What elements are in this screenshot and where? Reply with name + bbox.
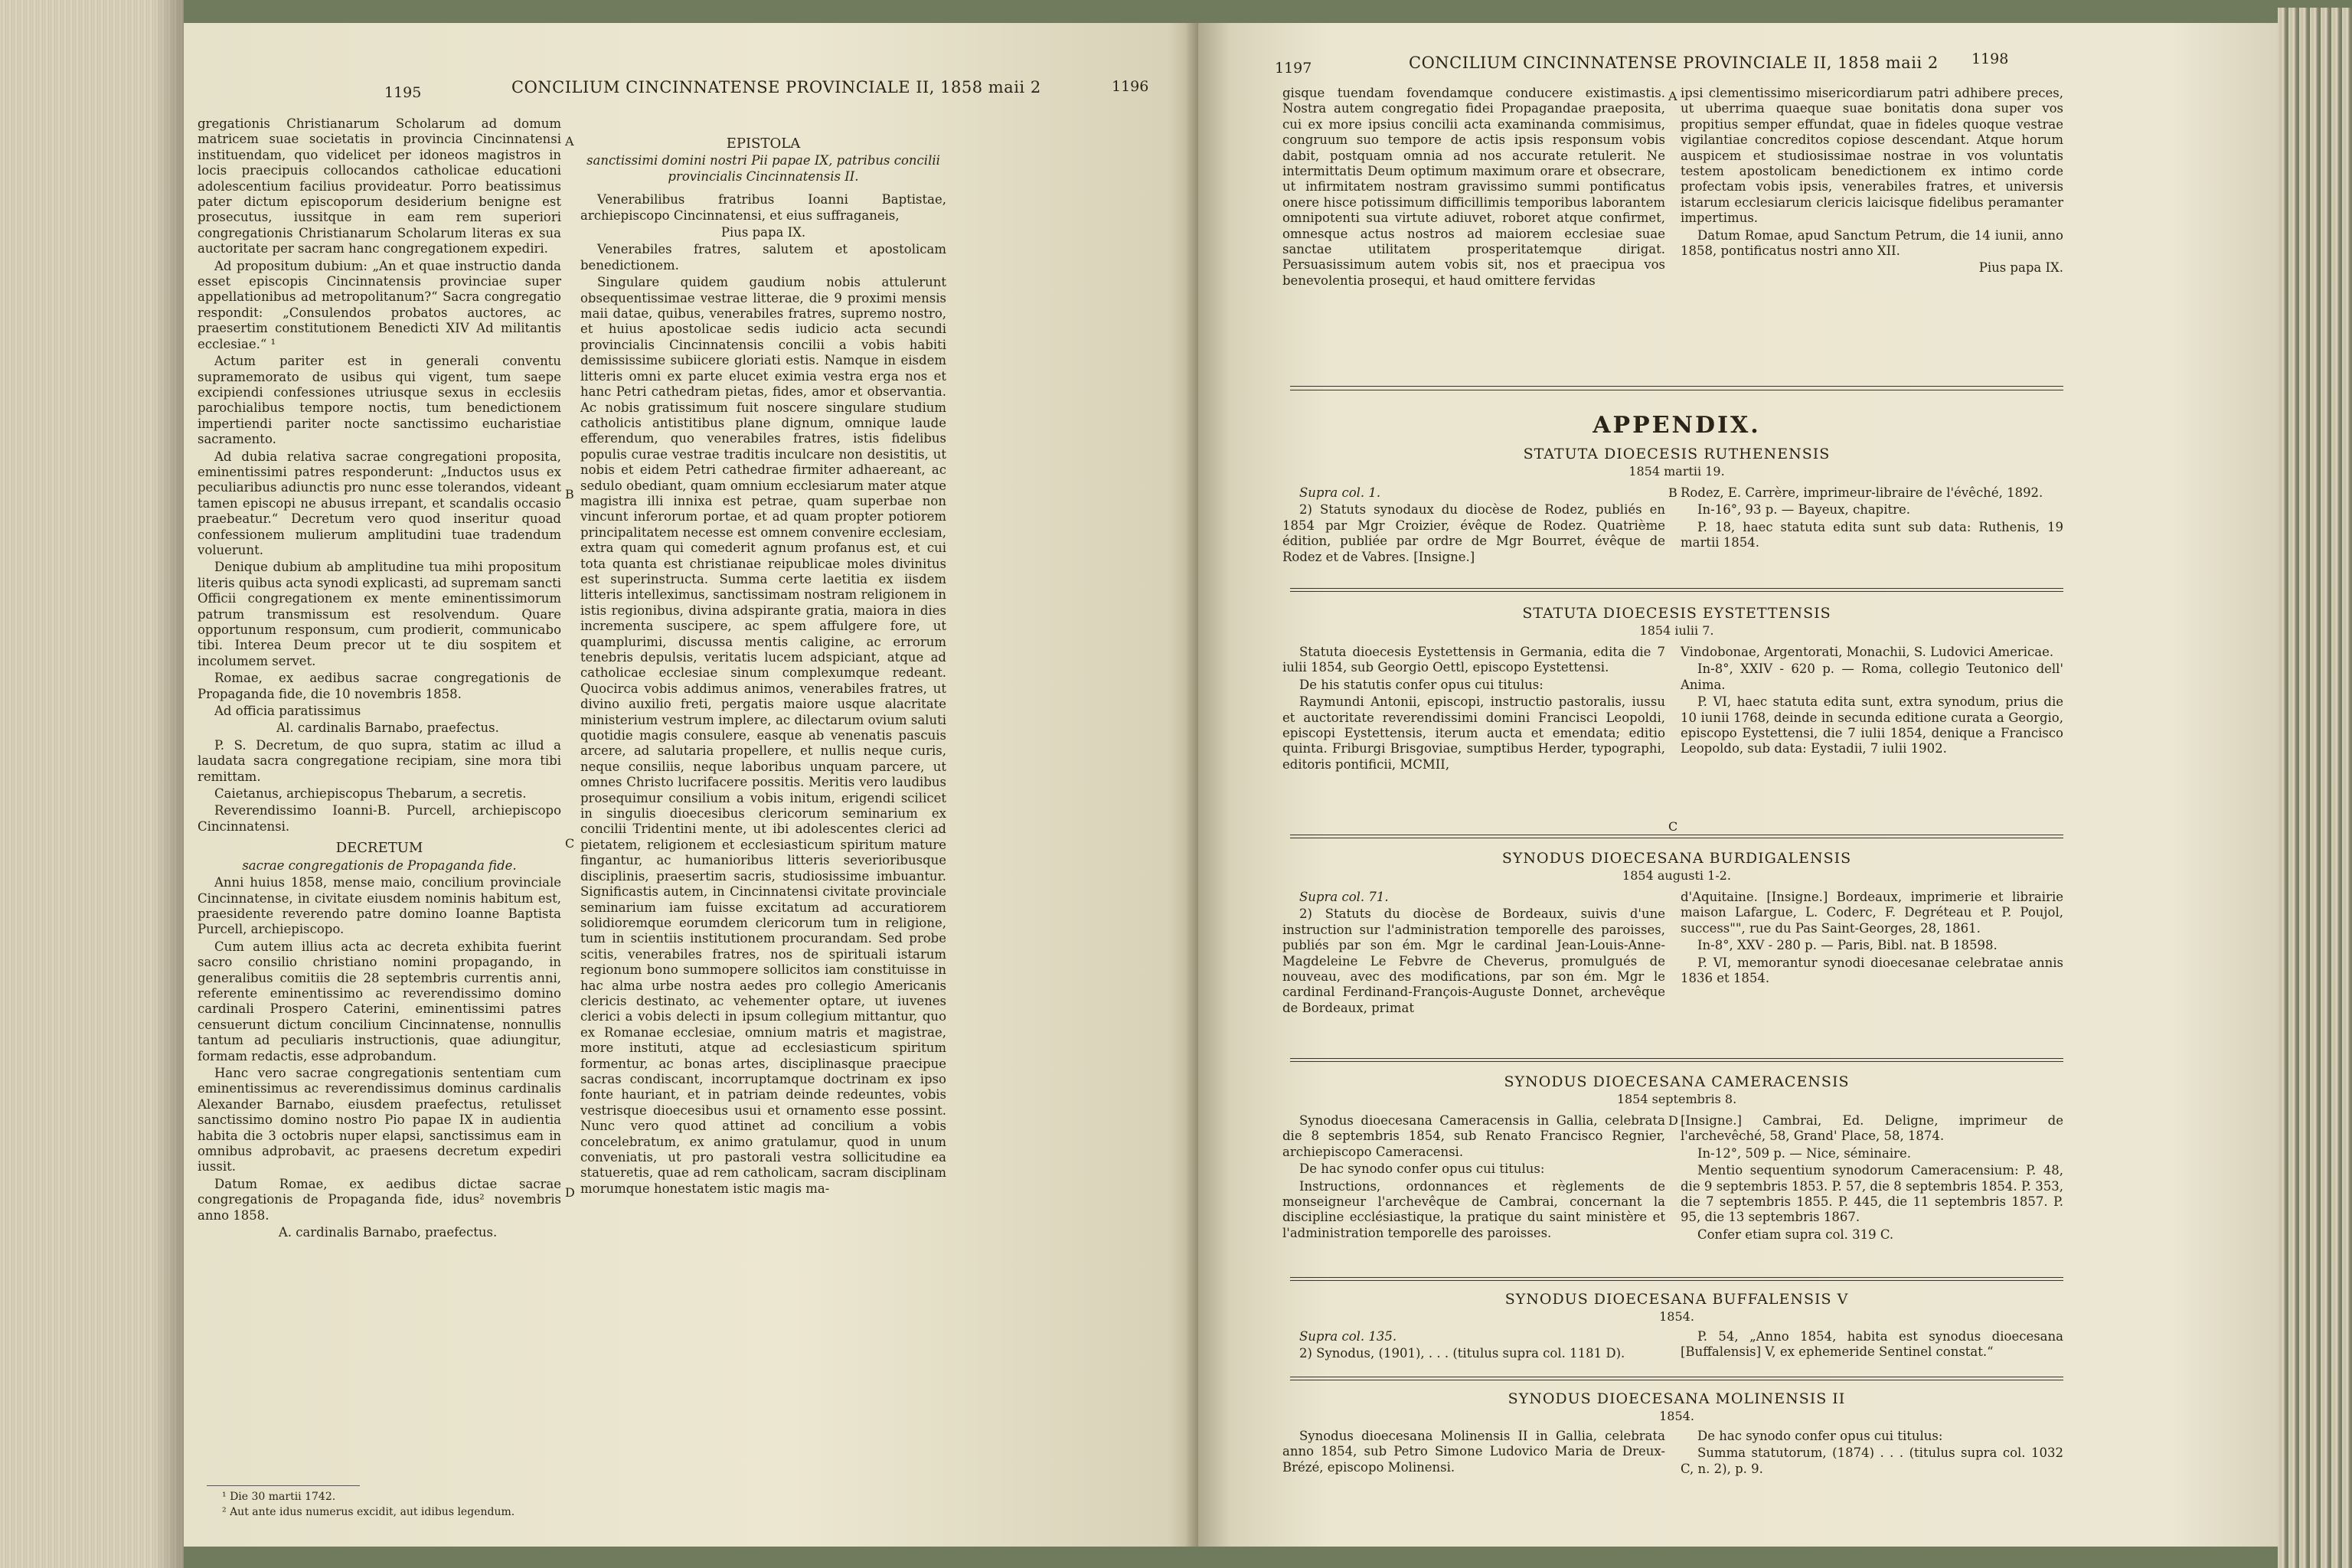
book-page-edges-left xyxy=(0,0,184,1568)
section-date: 1854 iulii 7. xyxy=(1639,623,1714,638)
section-right-column xyxy=(1681,485,2063,553)
section-title: SYNODUS DIOECESANA MOLINENSIS II xyxy=(1508,1390,1846,1407)
section-left-column xyxy=(1282,890,1665,1018)
paragraph: Rodez, E. Carrère, imprimeur-libraire de l'évêché, 1892. xyxy=(1681,485,2043,500)
paragraph: Mentio sequentium synodorum Cameracensium: P. 48, die 9 septembris 1853. P. 57, die 8 septembris 1854. P. 353, die 7 septembris 1855. P. 445, die 11 septembris 1857. P. 95, die 13 septembris 1867. xyxy=(1681,1163,2063,1225)
paragraph: P. VI, memorantur synodi dioecesanae celebratae annis 1836 et 1854. xyxy=(1681,955,2063,986)
section-rule xyxy=(1290,1061,2063,1062)
paragraph: In-16°, 93 p. — Bayeux, chapitre. xyxy=(1697,502,1911,518)
paragraph: Actum pariter est in generali conventu supramemorato de usibus qui vigent, tum saepe excipiendi confessiones utriusque sexus in ecclesiis parochialibus tempore noctis, tum benedictionem impertiendi pariter nocte sanctissimo eucharistiae sacramento. xyxy=(198,354,561,447)
footnote-1: ¹ Die 30 martii 1742. xyxy=(222,1491,336,1503)
margin-marker-c: C xyxy=(565,836,575,851)
section-left-column xyxy=(1282,1329,1665,1364)
paragraph: De hac synodo confer opus cui titulus: xyxy=(1697,1429,1943,1443)
page-number-1197: 1197 xyxy=(1275,60,1312,77)
paragraph: P. VI, haec statuta edita sunt, extra synodum, prius die 10 iunii 1768, deinde in secunda editione curata a Georgio, episcopo Eystettensi, die 7 iulii 1854, denique a Francisco Leopoldo, sub data: Eystadii, 7 iulii 1902. xyxy=(1681,694,2063,756)
appendix-heading: APPENDIX. xyxy=(1592,412,1761,439)
section-right-column xyxy=(1681,645,2063,759)
paragraph: Reverendissimo Ioanni-B. Purcell, archiepiscopo Cincinnatensi. xyxy=(198,803,561,834)
section-rule xyxy=(1290,1058,2063,1059)
paragraph: Anni huius 1858, mense maio, concilium provinciale Cincinnatense, in civitate eiusdem nominis habitum est, praesidente reverendo patre domino Ioanne Baptista Purcell, archiepiscopo. xyxy=(198,875,561,937)
section-title: STATUTA DIOECESIS EYSTETTENSIS xyxy=(1522,605,1831,622)
paragraph: Raymundi Antonii, episcopi, instructio pastoralis, iussu et auctoritate reverendissimi domini Francisci Leopoldi, episcopi Eystettensis, iterum aucta et emendata; editio quinta. Friburgi Brisgoviae, sumptibus Herder, typographi, editoris pontificii, MCMII, xyxy=(1282,694,1665,772)
page-number-1198: 1198 xyxy=(1971,51,2009,67)
paragraph: [Insigne.] Cambrai, Ed. Deligne, imprimeur de l'archevêché, 58, Grand' Place, 58, 1874. xyxy=(1681,1113,2063,1144)
paragraph: Romae, ex aedibus sacrae congregationis de Propaganda fide, die 10 novembris 1858. xyxy=(198,671,561,701)
paragraph: Synodus dioecesana Cameracensis in Gallia, celebrata die 8 septembris 1854, sub Renato Francisco Regnier, archiepiscopo Cameracensi. xyxy=(1282,1113,1665,1159)
decretum-heading: DECRETUM xyxy=(335,840,423,857)
paragraph: Supra col. 71. xyxy=(1299,890,1389,904)
section-left-column xyxy=(1282,1429,1665,1477)
section-right-column xyxy=(1681,1329,2063,1362)
book-page-edges-right xyxy=(2278,8,2352,1568)
section-date: 1854 martii 19. xyxy=(1628,464,1725,479)
paragraph: Instructions, ordonnances et règlements de monseigneur l'archevêque de Cambrai, concernant la discipline ecclésiastique, la pratique du saint ministère et l'administration temporelle des paroisses. xyxy=(1282,1178,1665,1240)
margin-marker-d: D xyxy=(1668,1113,1678,1128)
paragraph: 2) Statuts du diocèse de Bordeaux, suivis d'une instruction sur l'administration temporelle des paroisses, publiés par son ém. Mgr le cardinal Jean-Louis-Anne-Magdeleine Le Febvre de Cheverus, promulgués de nouveau, avec des modifications, par son ém. Mgr le cardinal Ferdinand-François-Auguste Donnet, archevêque de Bordeaux, primat xyxy=(1282,906,1665,1015)
paragraph: P. 18, haec statuta edita sunt sub data: Ruthenis, 19 martii 1854. xyxy=(1681,519,2063,550)
footnote-rule xyxy=(207,1485,360,1486)
paragraph: ipsi clementissimo misericordiarum patri adhibere preces, ut uberrima quaeque suae bonitatis dona super vos propitius semper effundat, quae in fideles quoque vestrae vigilantiae concreditos copiose descendant. Atque horum auspicem et studiosissimae nostrae in vos voluntatis testem apostolicam benedictionem ex intimo corde profectam vobis ipsis, venerabiles fratres, et universis istarum ecclesiarum clericis laicisque fidelibus peramanter impertimus. xyxy=(1681,86,2063,226)
section-left-column xyxy=(1282,485,1665,567)
margin-marker-a: A xyxy=(1668,89,1677,103)
section-rule xyxy=(1290,591,2063,592)
page-number-1196: 1196 xyxy=(1112,78,1149,95)
paragraph: Vindobonae, Argentorati, Monachii, S. Ludovici Americae. xyxy=(1681,645,2054,659)
paragraph: Singulare quidem gaudium nobis attulerunt obsequentissimae vestrae litterae, die 9 proximi mensis maii datae, quibus, venerabiles fratres, supremo nostro, et huius apostolicae sedis iudicio acta secundi provincialis Cincinnatensis concilii a vobis habiti demississime subiicere gloriati estis. Namque in eisdem litteris omni ex parte elucet eximia vestra erga nos et hanc Petri cathedram pietas, fides, amor et observantia. Ac nobis gratissimum fuit noscere singulare studium catholicis antistitibus plane dignum, omnique laude efferendum, quo venerabiles fratres, istis fidelibus populis curae vestrae traditis inculcare non desistitis, ut nobis et eidem Petri cathedrae firmiter adhaereant, ac sedulo obediant, quam omnium ecclesiarum mater atque magistra illi innixa est petrae, quam superbae non vincunt inferorum portae, et ad quam propter potiorem principalitatem necesse est omnem convenire ecclesiam, extra quam qui comederit agnum profanus est, et cui tota quanta est christianae reipublicae moles divinitus est superinstructa. Summa certe laetitia ex iisdem litteris intelleximus, sanctissimam nostram religionem in istis regionibus, divina adspirante gratia, maiora in dies incrementa suscipere, ac spem affulgere fore, ut quamplurimi, discussa mentis caligine, ac errorum tenebris depulsis, veritatis lucem adspiciant, atque ad catholicae ecclesiae sinum complexumque redeant. Quocirca vobis addimus animos, venerabiles fratres, ut divino auxilio freti, pergatis maiore usque alacritate ministerium vestrum implere, ac dilectarum ovium saluti quotidie magis consulere, easque ab venenatis pascuis arcere, ad salutaria propellere, et nullis neque curis, neque consiliis, neque laboribus unquam parcere, ut omnes Christo lucrifacere possitis. Meritis vero laudibus prosequimur consilium a vobis initum, erigendi scilicet in singulis dioecesibus clericorum seminarium ex concilii Tridentini mente, ut ibi adolescentes clerici ad pietatem, religionem et ecclesiasticum spiritum mature fingantur, ac humanioribus litteris severioribusque disciplinis, praesertim sacris, studiosissime imbuantur. Significastis autem, in Cincinnatensi civitate provinciale seminarium iam fuisse excitatum ad accuratiorem solidioremque eorumdem clericorum tum in religione, tum in scientiis institutionem procurandam. Sed probe scitis, venerabiles fratres, nos de spirituali istarum regionum bono summopere sollicitos iam constituisse in hac alma urbe nostra aedes pro collegio Americanis clericis destinato, ac vehementer optare, ut iuvenes clerici a vobis delecti in ipsum collegium mittantur, quo ex Romanae ecclesiae, omnium matris et magistrae, more instituti, atque ad ecclesiasticum spiritum formentur, ac bonas artes, disciplinasque praecipue sacras condiscant, incorruptamque doctrinam ex ipso fonte hauriant, et in patriam deinde redeuntes, vobis vestrisque dioecesibus usui et ornamento esse possint. Nunc vero quod attinet ad concilium a vobis concelebratum, ex animo gratulamur, quod in unum conveniatis, ut pro pastorali vestra sollicitudine ea statueretis, quae ad rem catholicam, sacram disciplinam morumque honestatem istic magis ma- xyxy=(580,275,946,1196)
margin-marker-b: B xyxy=(565,487,574,501)
section-date: 1854. xyxy=(1659,1309,1694,1324)
paragraph: Summa statutorum, (1874) . . . (titulus supra col. 1032 C, n. 2), p. 9. xyxy=(1681,1446,2063,1476)
paragraph: Ad dubia relativa sacrae congregationi proposita, eminentissimi patres responderunt: „Inductos usus ex peculiaribus adiunctis pro nunc esse tolerandos, videant tamen episcopi ne abusus irrepant, et scandalis occasio praebeatur.“ Decretum vero quod inseritur quoad confessionem mulierum amplitudini tuae tradendum voluerunt. xyxy=(198,449,561,557)
left-page-column-2 xyxy=(580,136,946,1198)
paragraph: Cum autem illius acta ac decreta exhibita fuerint sacro consilio christiano nomini propagando, in generalibus comitiis die 28 septembris currentis anni, referente eminentissimo ac reverendissimo domino cardinali Prospero Caterini, eminentissimi patres censuerunt dictum concilium Cincinnatense, nonnullis tantum ad peculiaris instructionis, quae adiungitur, formam redactis, esse adprobandum. xyxy=(198,939,561,1063)
section-right-column xyxy=(1681,890,2063,988)
left-page-column-1 xyxy=(198,116,561,1242)
section-rule xyxy=(1290,1280,2063,1281)
paragraph: Datum Romae, apud Sanctum Petrum, die 14 iunii, anno 1858, pontificatus nostri anno XII. xyxy=(1681,227,2063,259)
paragraph: P. S. Decretum, de quo supra, statim ac illud a laudata sacra congregatione recipiam, sine mora tibi remittam. xyxy=(198,737,561,784)
epistola-subheading: sanctissimi domini nostri Pii papae IX, patribus concilii provincialis Cincinnatensis II. xyxy=(586,153,940,184)
paragraph: gisque tuendam fovendamque conducere existimastis. Nostra autem congregatio fidei Propagandae praeposita, cui ex more ipsius concilii acta examinanda commisimus, congruum suo tempore de actis ipsis responsum vobis dabit, postquam omnia ad nos accurate retulerit. Ne intermittatis Deum optimum maximum orare et obsecrare, ut infirmitatem nostram gravissimo summi pontificatus onere hisce potissimum difficillimis temporibus laborantem omnipotenti sua virtute adiuvet, roboret atque confirmet, omnesque actus nostros ad maiorem ecclesiae suae sanctae utilitatem prosperitatemque dirigat. Persuasissimum autem vobis sit, nos et praecipua vos benevolentia prosequi, et haud omittere fervidas xyxy=(1282,86,1665,288)
section-date: 1854 augusti 1-2. xyxy=(1622,868,1731,883)
running-head-right: CONCILIUM CINCINNATENSE PROVINCIALE II, 1858 maii 2 xyxy=(1409,54,1939,72)
paragraph: Statuta dioecesis Eystettensis in Germania, edita die 7 iulii 1854, sub Georgio Oettl, episcopo Eystettensi. xyxy=(1282,645,1665,675)
footnote-2: ² Aut ante idus numerus excidit, aut idibus legendum. xyxy=(222,1506,515,1518)
paragraph: Venerabilibus fratribus Ioanni Baptistae, archiepiscopo Cincinnatensi, et eius suffraganeis, xyxy=(580,192,946,223)
paragraph: 2) Synodus, (1901), . . . (titulus supra col. 1181 D). xyxy=(1299,1346,1625,1361)
margin-marker-d: D xyxy=(565,1185,575,1200)
section-left-column xyxy=(1282,645,1665,774)
paragraph: Synodus dioecesana Molinensis II in Gallia, celebrata anno 1854, sub Petro Simone Ludovico Maria de Dreux-Brézé, episcopo Molinensi. xyxy=(1282,1429,1665,1475)
paragraph: P. 54, „Anno 1854, habita est synodus dioecesana [Buffalensis] V, ex ephemeride Sentinel constat.“ xyxy=(1681,1329,2063,1360)
paragraph: Supra col. 1. xyxy=(1299,485,1381,500)
section-title: SYNODUS DIOECESANA BUFFALENSIS V xyxy=(1504,1291,1849,1308)
paragraph: Hanc vero sacrae congregationis sententiam cum eminentissimus ac reverendissimus dominus cardinalis Alexander Barnabo, eiusdem praefectus, retulisset sanctissimo domino nostro Pio papae IX in audientia habita die 3 octobris nuper elapsi, sanctissimus eam in omnibus adprobavit, ac praesens decretum expediri iussit. xyxy=(198,1065,561,1174)
paragraph: De hac synodo confer opus cui titulus: xyxy=(1299,1161,1545,1177)
left-page xyxy=(184,23,1198,1547)
paragraph: Confer etiam supra col. 319 C. xyxy=(1697,1227,1894,1242)
paragraph: Supra col. 135. xyxy=(1299,1329,1397,1344)
margin-marker-a: A xyxy=(565,134,574,149)
paragraph: 2) Statuts synodaux du diocèse de Rodez, publiés en 1854 par Mgr Croizier, évêque de Rodez. Quatrième édition, publiée par ordre de Mgr Bourret, évêque de Rodez et de Vabres. [Insigne.] xyxy=(1282,502,1665,564)
margin-marker-b: B xyxy=(1668,485,1677,500)
page-number-1195: 1195 xyxy=(384,84,422,101)
paragraph: Datum Romae, ex aedibus dictae sacrae congregationis de Propaganda fide, idus² novembris anno 1858. xyxy=(198,1176,561,1223)
section-date: 1854 septembris 8. xyxy=(1616,1092,1737,1106)
paragraph: Denique dubium ab amplitudine tua mihi propositum literis quibus acta synodi explicasti, ad supremam sancti Officii congregationem ex mente eminentissimorum patrum transmissum est resolvendum. Quare opportunum responsum, cum prodierit, communicabo tibi. Interea Deum precor ut te diu sospitem et incolumem servet. xyxy=(198,560,561,668)
running-head-left: CONCILIUM CINCINNATENSE PROVINCIALE II, 1858 maii 2 xyxy=(511,78,1041,96)
section-rule xyxy=(1290,588,2063,589)
paragraph: Caietanus, archiepiscopus Thebarum, a secretis. xyxy=(214,786,527,802)
signature: Pius papa IX. xyxy=(1978,260,2063,276)
right-page-top-column-2 xyxy=(1681,86,2063,278)
section-right-column xyxy=(1681,1429,2063,1478)
paragraph: gregationis Christianarum Scholarum ad domum matricem suae societatis in provincia Cincinnatensi instituendam, quo videlicet per idoneos magistros in locis praecipuis collocandos catholicae educationi adolescentium facilius provideatur. Porro beatissimus pater dictum episcoporum desiderium benigne est prosecutus, iussitque in eam rem superiori congregationis Christianarum Scholarum literas ex sua auctoritate per sacram hanc congregationem expediri. xyxy=(198,116,561,256)
paragraph: Venerabiles fratres, salutem et apostolicam benedictionem. xyxy=(580,242,946,273)
section-title: SYNODUS DIOECESANA BURDIGALENSIS xyxy=(1501,850,1852,867)
signature: A. cardinalis Barnabo, praefectus. xyxy=(278,1225,498,1240)
section-right-column xyxy=(1681,1113,2063,1244)
epistola-heading: EPISTOLA xyxy=(726,136,801,152)
section-date: 1854. xyxy=(1659,1409,1694,1423)
paragraph: In-12°, 509 p. — Nice, séminaire. xyxy=(1697,1145,1911,1161)
paragraph: De his statutis confer opus cui titulus: xyxy=(1299,677,1544,692)
section-left-column xyxy=(1282,1113,1665,1243)
paragraph: In-8°, XXIV - 620 p. — Roma, collegio Teutonico dell' Anima. xyxy=(1681,662,2063,692)
paragraph: Ad propositum dubium: „An et quae instructio danda esset episcopis Cincinnatensis provinciae super appellationibus ad metropolitanum?“ Sacra congregatio respondit: „Consulendos probatos auctores, ac praesertim constitutionem Benedicti XIV Ad militantis ecclesiae.“ ¹ xyxy=(198,258,561,351)
section-rule xyxy=(1290,386,2063,387)
paragraph: Ad officia paratissimus xyxy=(214,704,361,719)
right-page xyxy=(1198,23,2278,1547)
paragraph: In-8°, XXV - 280 p. — Paris, Bibl. nat. B 18598. xyxy=(1697,938,1998,953)
decretum-subheading: sacrae congregationis de Propaganda fide. xyxy=(242,858,517,873)
section-rule xyxy=(1290,1277,2063,1278)
section-title: SYNODUS DIOECESANA CAMERACENSIS xyxy=(1504,1073,1850,1090)
section-title: STATUTA DIOECESIS RUTHENENSIS xyxy=(1523,446,1831,462)
signature: Al. cardinalis Barnabo, praefectus. xyxy=(276,720,499,736)
paragraph: d'Aquitaine. [Insigne.] Bordeaux, imprimerie et librairie maison Lafargue, L. Coderc, F. Degréteau et P. Poujol, success"", rue du Pas Saint-Georges, 28, 1861. xyxy=(1681,890,2063,936)
margin-marker-c: C xyxy=(1668,819,1678,834)
pius-papa: Pius papa IX. xyxy=(720,225,806,240)
right-page-top-column-1 xyxy=(1282,86,1665,290)
